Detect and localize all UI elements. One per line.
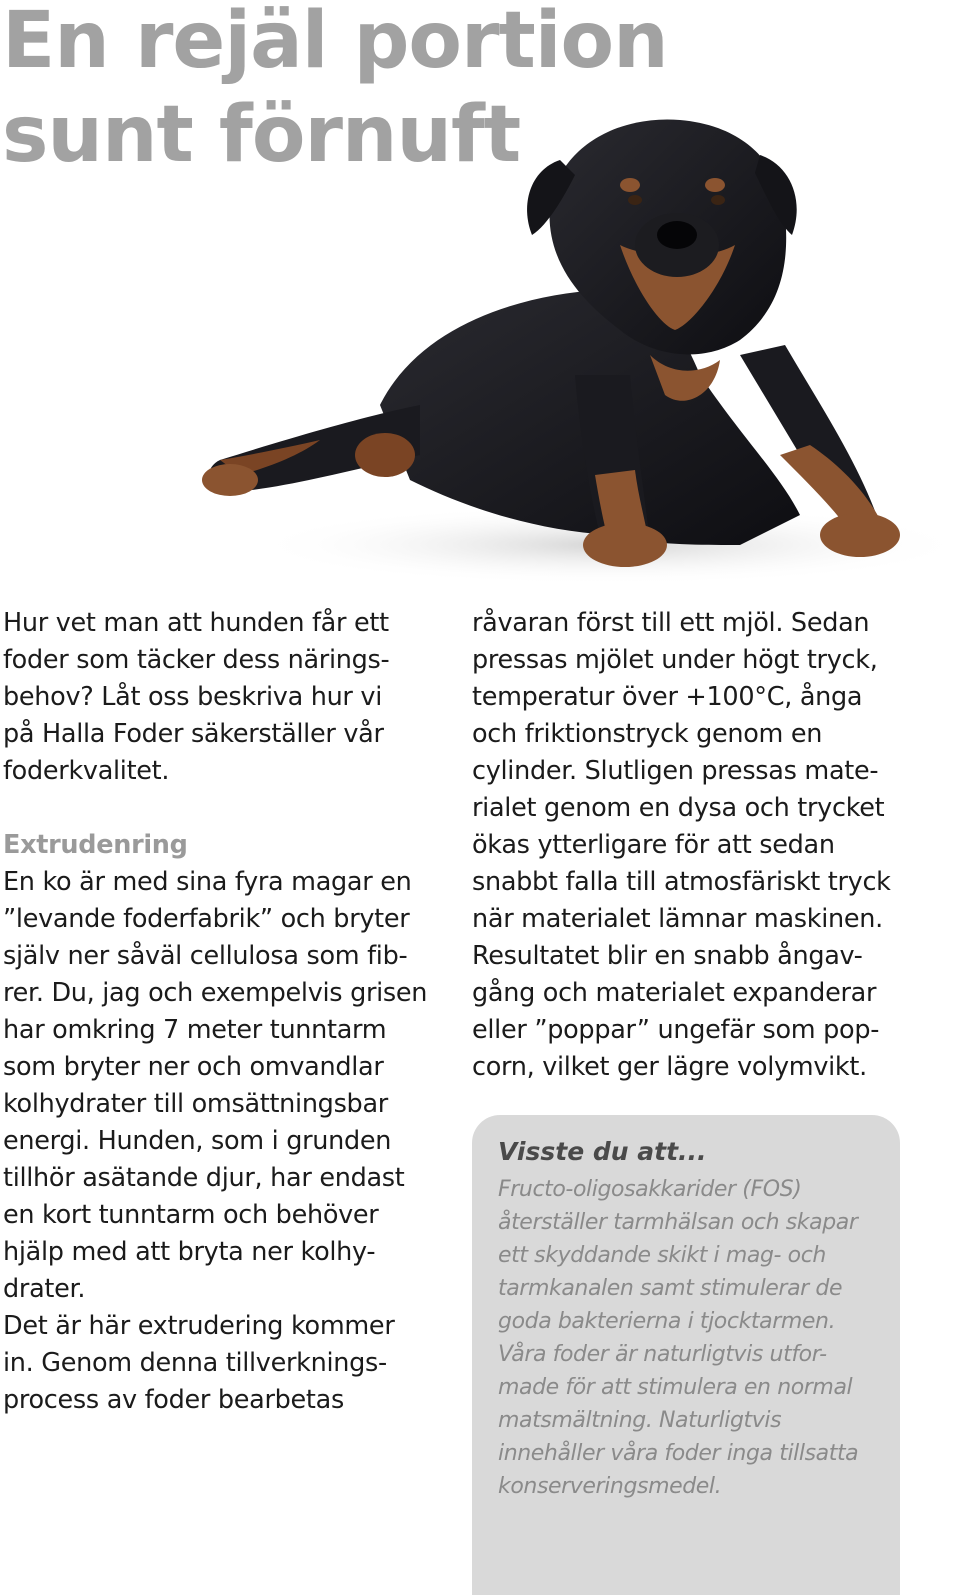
section-subheading: Extrudenring	[3, 830, 188, 860]
title-line-2: sunt förnuft	[2, 90, 521, 180]
title-line-1: En rejäl portion	[2, 0, 668, 86]
info-box-body: Fructo-oligosakkarider (FOS) återställer tarmhälsan och skapar ett skyddande skikt i mag- och tarmkanalen samt stimulerar de goda bakterierna i tjocktarmen. Våra foder är naturligtvis utfor- made för att stimulera en normal matsmältning. Naturligtvis innehåller våra foder inga tillsatta konserveringsmedel.	[498, 1177, 859, 1499]
body-paragraph-left: En ko är med sina fyra magar en ”levande foderfabrik” och bryter själv ner såväl cellulosa som fib- rer. Du, jag och exempelvis grisen har omkring 7 meter tunntarm som bryter ner och omvandlar kolhydrater till omsättningsbar energi. Hunden, som i grunden tillhör asätande djur, har endast en kort tunntarm och behöver hjälp med att bryta ner kolhy- drater. Det är här extrudering kommer in. Genom denna tillverknings- process av foder bearbetas	[3, 867, 428, 1415]
article-right-column	[472, 605, 942, 1086]
body-paragraph-right: råvaran först till ett mjöl. Sedan pressas mjölet under högt tryck, temperatur över +100°C, ånga och friktionstryck genom en cylinder. Slutligen pressas mate- rialet genom en dysa och trycket ökas ytterligare för att sedan snabbt falla till atmosfäriskt tryck när materialet lämnar maskinen. Resultatet blir en snabb ångav- gång och materialet expanderar eller ”poppar” ungefär som pop- corn, vilket ger lägre volymvikt.	[472, 608, 891, 1082]
info-box	[472, 1115, 900, 1595]
article-left-column	[3, 605, 443, 1419]
info-box-title: Visste du att...	[498, 1137, 707, 1166]
rottweiler-photo	[180, 75, 960, 590]
intro-paragraph: Hur vet man att hunden får ett foder som täcker dess närings- behov? Låt oss beskriva hur vi på Halla Foder säkerställer vår foderkvalitet.	[3, 608, 390, 786]
